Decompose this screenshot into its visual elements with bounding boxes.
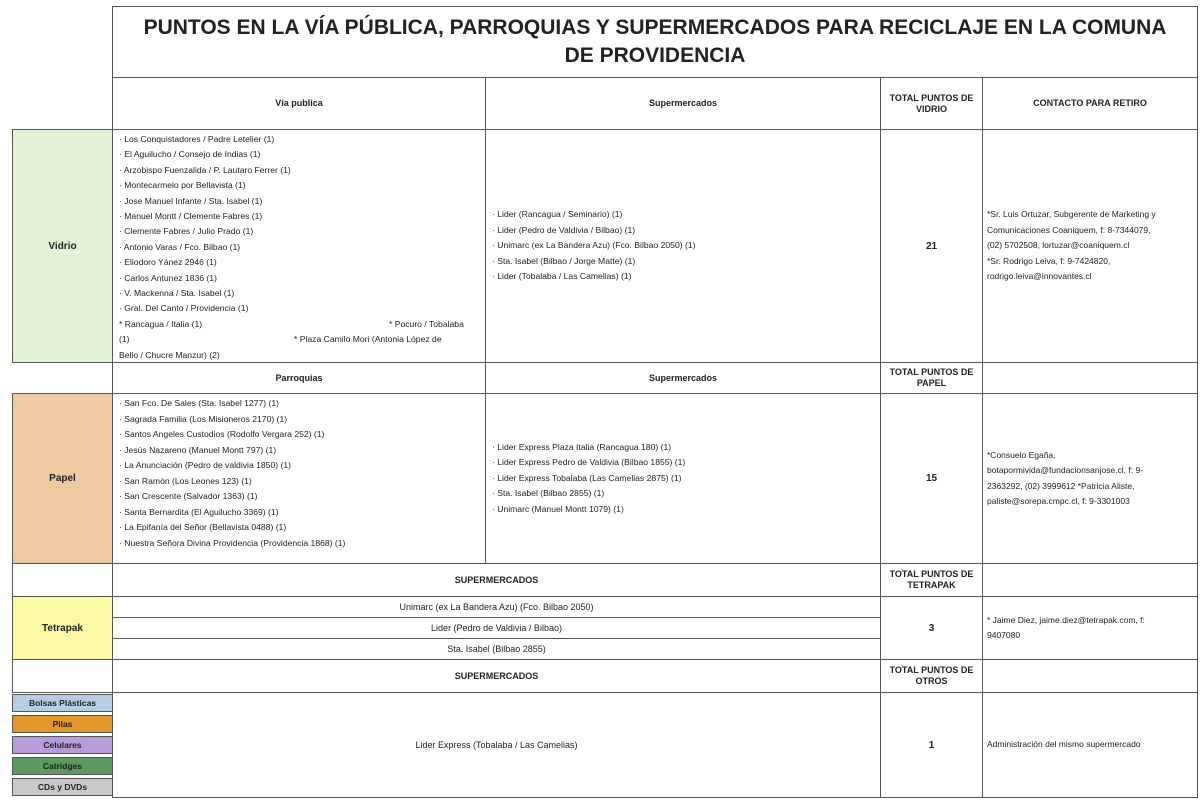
page-title: PUNTOS EN LA VÍA PÚBLICA, PARROQUIAS Y SUPERMERCADOS PARA RECICLAJE EN LA COMUNA DE PROVIDENCIA	[112, 6, 1198, 78]
header-total-otros: TOTAL PUNTOS DE OTROS	[880, 659, 983, 693]
list-item: · Montecarmelo por Bellavista (1)	[119, 180, 246, 191]
list-item: · Los Conquistadores / Padre Letelier (1)	[119, 134, 275, 144]
contact-line: paliste@sorepa.cmpc.cl, f: 9-3301003	[987, 496, 1130, 506]
list-item: · Antonio Varas / Fco. Bilbao (1)	[119, 241, 241, 252]
category-bolsas-plasticas: Bolsas Plásticas	[12, 694, 113, 712]
list-item: · La Epifanía del Señor (Bellavista 0488) (1)	[119, 522, 287, 532]
list-item: · Gral. Del Canto / Providencia (1)	[119, 303, 249, 314]
category-catridges: Catridges	[12, 757, 113, 775]
papel-contacto	[982, 393, 1198, 564]
contact-line: *Sr. Luis Ortuzar, Subgerente de Marketing y	[987, 209, 1156, 220]
list-item: · San Ramón (Los Leones 123) (1)	[119, 475, 252, 486]
list-item: · La Anunciación (Pedro de valdivia 1850) (1)	[119, 460, 291, 470]
category-pilas: Pilas	[12, 715, 113, 733]
list-item: · San Fco. De Sales (Sta. Isabel 1277) (1)	[119, 398, 280, 408]
list-item: · Sagrada Familia (Los Misioneros 2170) (1)	[119, 413, 288, 424]
empty-cell	[982, 362, 1198, 394]
category-vidrio: Vidrio	[12, 129, 113, 363]
category-celulares: Celulares	[12, 736, 113, 754]
header-supermercados-otros: SUPERMERCADOS	[112, 659, 881, 693]
list-item: · Lider (Pedro de Valdivia / Bilbao) (1)	[492, 224, 636, 235]
list-item: · Arzobispo Fuenzalida / P. Lautaro Ferrer (1)	[119, 164, 291, 175]
category-cds-dvds: CDs y DVDs	[12, 778, 113, 796]
contact-line: rodrigo.leiva@innovantes.cl	[987, 271, 1092, 282]
list-item: (1)	[119, 334, 130, 345]
vidrio-via-publica-list	[112, 129, 486, 363]
contact-line: (02) 5702508, lortuzar@coaniquem.cl	[987, 240, 1130, 251]
contact-line: Comunicaciones Coaniquem, f: 8-7344079,	[987, 224, 1151, 235]
tetrapak-supermercado-row: Sta. Isabel (Bilbao 2855)	[112, 638, 881, 660]
total-vidrio: 21	[880, 129, 983, 363]
list-item: · Nuestra Señora Divina Providencia (Providencia 1868) (1)	[119, 537, 346, 548]
list-item: Bello / Chucre Manzur) (2)	[119, 349, 220, 360]
list-item: · V. Mackenna / Sta. Isabel (1)	[119, 288, 235, 299]
list-item: · Sta. Isabel (Bilbao / Jorge Matte) (1)	[492, 255, 636, 266]
contact-line: *Sr. Rodrigo Leiva, f: 9-7424820,	[987, 255, 1111, 266]
total-tetrapak: 3	[880, 596, 983, 660]
list-item: · Santos Angeles Custodios (Rodolfo Vergara 252) (1)	[119, 429, 325, 439]
category-papel: Papel	[12, 393, 113, 564]
total-papel: 15	[880, 393, 983, 564]
contact-line: *Consuelo Egaña,	[987, 449, 1056, 460]
contact-line: 9407080	[987, 630, 1021, 640]
header-contacto: CONTACTO PARA RETIRO	[982, 77, 1198, 130]
list-item: · Unimarc (ex La Bandera Azu) (Fco. Bilbao 2050) (1)	[492, 240, 696, 251]
empty-cell	[12, 659, 113, 693]
otros-contacto: Administración del mismo supermercado	[982, 692, 1198, 798]
contact-line: botapormivida@fundacionsanjose.cl, f: 9-	[987, 465, 1144, 475]
list-item: * Rancagua / Italia (1)	[119, 318, 203, 329]
vidrio-supermercados-list	[485, 129, 881, 363]
tetrapak-contacto	[982, 596, 1198, 660]
list-item: · Lider Express Plaza Italia (Rancagua 180) (1)	[492, 441, 672, 452]
vidrio-contacto	[982, 129, 1198, 363]
list-item: · Jose Manuel Infante / Sta. Isabel (1)	[119, 195, 263, 206]
header-supermercados-papel: Supermercados	[485, 362, 881, 394]
list-item: · Eliodoro Yánez 2946 (1)	[119, 257, 217, 268]
list-item: · Lider (Rancagua / Seminario) (1)	[492, 209, 623, 220]
tetrapak-supermercado-row: Unimarc (ex La Bandera Azu) (Fco. Bilbao 2050)	[112, 596, 881, 618]
header-supermercados-tetrapak: SUPERMERCADOS	[112, 563, 881, 597]
list-item: · Lider (Tobalaba / Las Camelias) (1)	[492, 271, 632, 282]
header-total-papel: TOTAL PUNTOS DE PAPEL	[880, 362, 983, 394]
list-item: · Santa Bernardita (El Aguilucho 3369) (1)	[119, 506, 279, 517]
list-item: · Clemente Fabres / Julio Prado (1)	[119, 226, 254, 237]
papel-parroquias-list	[112, 393, 486, 564]
header-via-publica: Vía publica	[112, 77, 486, 130]
list-item: · Lider Express Pedro de Valdivia (Bilbao 1855) (1)	[492, 457, 686, 468]
header-supermercados: Supermercados	[485, 77, 881, 130]
list-item: · El Aguilucho / Consejo de Indias (1)	[119, 149, 261, 160]
header-total-tetrapak: TOTAL PUNTOS DE TETRAPAK	[880, 563, 983, 597]
list-item: · Unimarc (Manuel Montt 1079) (1)	[492, 503, 624, 514]
empty-cell	[982, 659, 1198, 693]
header-total-vidrio: TOTAL PUNTOS DE VIDRIO	[880, 77, 983, 130]
empty-cell	[12, 563, 113, 597]
list-item: * Plaza Camilo Mori (Antonia López de	[294, 334, 442, 345]
contact-line: 2363292, (02) 3999612 *Patricia Aliste,	[987, 480, 1135, 491]
tetrapak-supermercado-row: Lider (Pedro de Valdivia / Bilbao)	[112, 617, 881, 639]
list-item: · Lider Express Tobalaba (Las Camelias 2875) (1)	[492, 472, 682, 483]
list-item: · Manuel Montt / Clemente Fabres (1)	[119, 211, 263, 222]
list-item: · Jesús Nazareno (Manuel Montt 797) (1)	[119, 444, 277, 455]
empty-cell	[12, 362, 113, 394]
papel-supermercados-list	[485, 393, 881, 564]
list-item: · Sta. Isabel (Bilbao 2855) (1)	[492, 488, 605, 499]
contact-line: * Jaime Diez, jaime.diez@tetrapak.com, f:	[987, 614, 1145, 625]
category-tetrapak: Tetrapak	[12, 596, 113, 660]
header-parroquias: Parroquias	[112, 362, 486, 394]
list-item: · San Crescente (Salvador 1363) (1)	[119, 491, 258, 501]
empty-cell	[982, 563, 1198, 597]
list-item: · Carlos Antunez 1836 (1)	[119, 272, 217, 283]
total-otros: 1	[880, 692, 983, 798]
list-item: * Pocuro / Tobalaba	[389, 318, 464, 329]
otros-supermercado: Lider Express (Tobalaba / Las Camelias)	[112, 692, 881, 798]
